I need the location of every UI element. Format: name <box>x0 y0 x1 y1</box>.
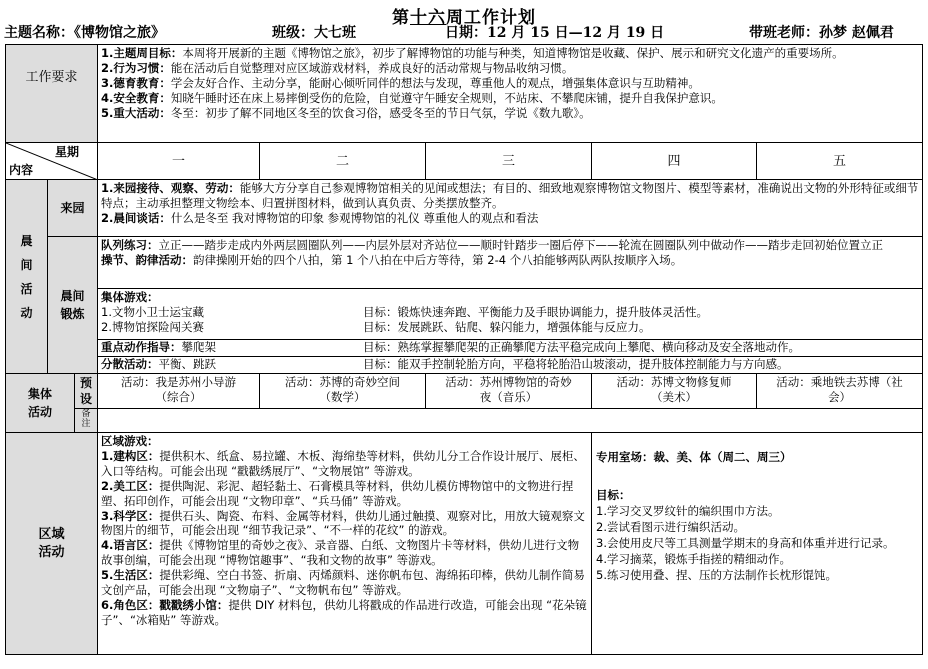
preset-label: 预设 <box>75 374 98 409</box>
class-name: 班级：大七班 <box>272 25 356 41</box>
group-activity-thu: 活动：苏博文物修复师 （美术） <box>592 374 757 409</box>
group-label: 集体活动 <box>6 374 75 433</box>
exercise-label: 晨间锻炼 <box>48 237 98 374</box>
plan-table <box>5 44 923 655</box>
note-label: 备注 <box>75 409 98 433</box>
teachers: 带班老师：孙梦 赵佩君 <box>749 25 894 41</box>
arrival-label: 来园 <box>48 180 98 237</box>
group-activity-fri: 活动：乘地铁去苏博（社 会） <box>757 374 923 409</box>
header <box>4 22 924 42</box>
day-thu: 四 <box>592 143 757 180</box>
req-item: 5.重大活动：冬至：初步了解不同地区冬至的饮食习俗，感受冬至的节日气氛，学说《数九歌》。 <box>101 106 591 120</box>
day-wed: 三 <box>426 143 592 180</box>
req-item: 2.行为习惯：能在活动后自觉整理对应区域游戏材料，养成良好的活动常规与物品收纳习惯。 <box>101 61 574 75</box>
group-activity-tue: 活动：苏博的奇妙空间 （数学） <box>260 374 426 409</box>
day-fri: 五 <box>757 143 923 180</box>
group-activity-wed: 活动：苏州博物馆的奇妙 夜（音乐） <box>426 374 592 409</box>
special-room-cell: 专用室场：裁、美、体（周二、周三） 目标： 1.学习交叉罗纹针的编织围巾方法。 2.尝试看图示进行编织活动。 3.会使用皮尺等工具测量学期末的身高和体重并进行记录。 4.学习摘菜，锻炼手指搓的精细动作。 5.练习使用叠、捏、压的方法制作长枕形馄饨。 <box>592 433 923 655</box>
weekday-corner: 星期 内容 <box>6 143 98 180</box>
exercise-formation-cell: 队列练习：立正——踏步走成内外两层圆圈队列——内层外层对齐站位——顺时针踏步一圈后停下——轮流在圆圈队列中做动作——踏步走回初始位置立正 操节、韵律活动：韵律操刚开始的四个八拍，第 1 个八拍在中后方等待，第 2-4 个八拍能够两队两队按顺序入场。 <box>98 237 923 289</box>
area-label: 区域活动 <box>6 433 98 655</box>
key-move-row: 重点动作指导：攀爬架 目标：熟练掌握攀爬架的正确攀爬方法平稳完成向上攀爬、横向移动及安全落地动作。 <box>98 340 923 357</box>
group-games-cell: 集体游戏： 1.文物小卫士运宝藏 目标：锻炼快速奔跑、平衡能力及手眼协调能力，提升肢体灵活性。 2.博物馆探险闯关赛 目标：发展跳跃、钻爬、躲闪能力，增强体能与反应力。 <box>98 289 923 340</box>
day-tue: 二 <box>260 143 426 180</box>
area-games-cell: 区域游戏： 1.建构区：提供积木、纸盒、易拉罐、木板、海绵垫等材料，供幼儿分工合作设计展厅、展柜、入口等结构。可能会出现 “戳戳绣展厅”、“文物展馆” 等游戏。 2.美工区：提供陶泥、彩泥、超轻黏土、石膏模具等材料，供幼儿模仿博物馆中的文物进行捏塑、拓印创作，可能会出现 “文物印章”、“兵马俑” 等游戏。 3.科学区：提供石头、陶瓷、布料、金属等材料，供幼儿通过触摸、观察对比，用放大镜观察文物图片的细节，可能会出现 “细节我记录”、“不一样的花纹” 的游戏。 4.语言区：提供《博物馆里的奇妙之夜》、录音器、白纸、文物图片卡等材料，供幼儿进行文物故事创编，可能会出现 “博物馆趣事”、“我和文物的故事” 等游戏。 5.生活区：提供彩绳、空白书签、折扇、丙烯颜料、迷你帆布包、海绵拓印棒，供幼儿制作简易文创产品，可能会出现 “文物扇子”、“文物帆布包” 等游戏。 6.角色区：戳戳绣小馆：提供 DIY 材料包，供幼儿将戳成的作品进行改造，可能会出现 “花朵镜子”、“冰箱贴” 等游戏。 <box>98 433 592 655</box>
requirements-cell <box>98 45 923 143</box>
req-item: 4.安全教育：知晓午睡时还在床上易摔倒受伤的危险，自觉遵守午睡安全规则，不站床、不攀爬床铺，提升自我保护意识。 <box>101 91 723 105</box>
free-activity-row: 分散活动：平衡、跳跃 目标：能双手控制轮胎方向，平稳将轮胎沿山坡滚动，提升肢体控制能力与方向感。 <box>98 357 923 374</box>
req-item: 1.主题周目标：本周将开展新的主题《博物馆之旅》，初步了解博物馆的功能与种类，知道博物馆是收藏、保护、展示和研究文化遗产的重要场所。 <box>101 46 844 60</box>
morning-label: 晨间活动 <box>6 180 48 374</box>
group-activity-mon: 活动：我是苏州小导游 （综合） <box>98 374 260 409</box>
page-title: 第十六周工作计划 <box>392 8 536 28</box>
day-mon: 一 <box>98 143 260 180</box>
arrival-cell: 1.来园接待、观察、劳动：能够大方分享自己参观博物馆相关的见闻或想法；有目的、细致地观察博物馆文物图片、模型等素材，准确说出文物的外形特征或细节特点；主动承担整理文物绘本、归置拼图材料，做到认真负责、分类摆放整齐。 2.晨间谈话：什么是冬至 我对博物馆的印象 参观博物馆的礼仪 尊重他人的观点和看法 <box>98 180 923 237</box>
note-cell <box>98 409 923 433</box>
date-range: 日期：12 月 15 日—12 月 19 日 <box>445 25 665 41</box>
requirements-label: 工作要求 <box>6 45 98 143</box>
theme-name: 主题名称：《博物馆之旅》 <box>4 25 165 41</box>
req-item: 3.德育教育：学会友好合作、主动分享，能耐心倾听同伴的想法与发现，尊重他人的观点，增强集体意识与互助精神。 <box>101 76 700 90</box>
